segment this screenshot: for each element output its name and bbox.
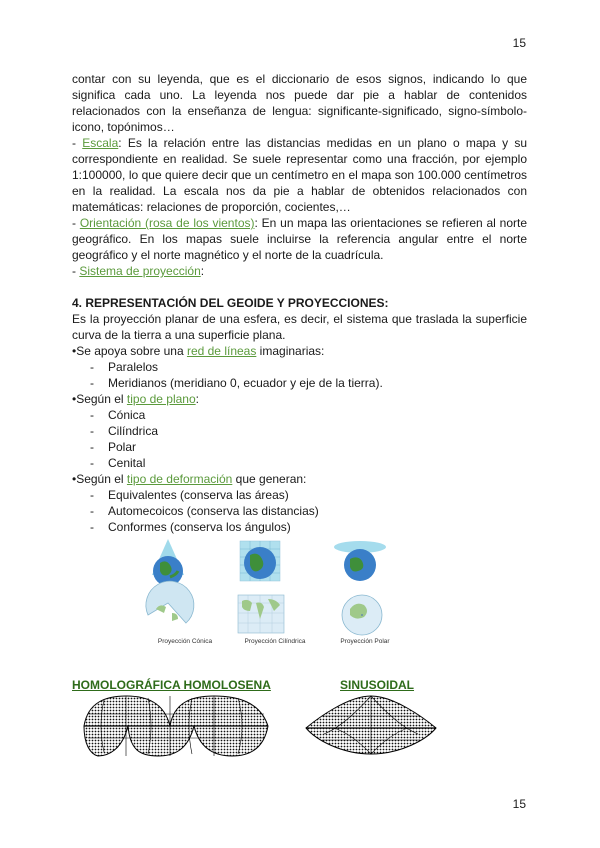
paragraph-escala: - Escala: Es la relación entre las distancias medidas en un plano o mapa y su correspondiente en realidad. Se suele representar como una fracción, por ejemplo 1:100000, lo que quiere decir que un centímetro en el mapa son 100.000 centímetros en la realidad. La escala nos da pie a hablar de obtenidos relacionados con matemáticas: relaciones de proporción, cocientes,… <box>72 136 527 214</box>
figure-caption: Proyección Cónica <box>157 638 213 645</box>
figure-caption: Proyección Cilíndrica <box>244 638 306 645</box>
section-heading: 4. REPRESENTACIÓN DEL GEOIDE Y PROYECCIONES: <box>72 296 389 310</box>
sinusoidal-map <box>304 694 438 756</box>
homolografica-map <box>82 694 272 758</box>
cylindrical-projection-illustration <box>230 537 320 637</box>
projection-figures <box>140 537 410 649</box>
page-content <box>72 71 527 535</box>
conic-projection-illustration <box>140 537 230 637</box>
list-item: - Meridianos (meridiano 0, ecuador y eje de la tierra). <box>90 375 527 391</box>
red-lineas-link[interactable]: red de líneas <box>186 344 257 358</box>
polar-projection-figure <box>320 537 410 649</box>
list-item: - Automecoicos (conserva las distancias) <box>90 503 527 519</box>
list-item: - Equivalentes (conserva las áreas) <box>90 487 527 503</box>
page-number-top: 15 <box>512 36 526 50</box>
cylindrical-projection-figure <box>230 537 320 649</box>
polar-projection-illustration <box>320 537 410 637</box>
orientacion-link[interactable]: Orientación (rosa de los vientos) <box>79 216 255 230</box>
figure-caption: Proyección Polar <box>340 638 390 645</box>
red-lineas-list <box>72 359 527 391</box>
paragraph-leyenda: contar con su leyenda, que es el diccionario de esos signos, indicando lo que significa cada uno. La leyenda nos puede dar pie a hablar de contenidos relacionados con la enseñanza de lengua: significante-significado, signo-símbolo-icono, topónimos… <box>72 72 527 134</box>
page-number-bottom: 15 <box>512 797 526 811</box>
list-item: - Paralelos <box>90 359 527 375</box>
tipo-plano-list <box>72 407 527 471</box>
tipo-plano-link[interactable]: tipo de plano <box>126 392 196 406</box>
escala-link[interactable]: Escala <box>82 136 119 150</box>
sistema-proyeccion-link[interactable]: Sistema de proyección <box>79 264 201 278</box>
bullet-red-lineas: •Se apoya sobre una red de líneas imaginarias: <box>72 344 325 358</box>
tipo-deformacion-link[interactable]: tipo de deformación <box>126 472 233 486</box>
tipo-deformacion-list <box>72 487 527 535</box>
paragraph-sistema: - Sistema de proyección: <box>72 264 205 278</box>
list-item: - Polar <box>90 439 527 455</box>
list-item: - Cenital <box>90 455 527 471</box>
list-item: - Cilíndrica <box>90 423 527 439</box>
list-item: - Cónica <box>90 407 527 423</box>
conic-projection-figure <box>140 537 230 649</box>
sinusoidal-title: SINUSOIDAL <box>340 678 415 692</box>
list-item: - Conformes (conserva los ángulos) <box>90 519 527 535</box>
homolografica-title: HOMOLOGRÁFICA HOMOLOSENA <box>72 678 271 692</box>
bullet-tipo-plano: •Según el tipo de plano: <box>72 392 199 406</box>
section-intro: Es la proyección planar de una esfera, es decir, el sistema que traslada la superficie curva de la tierra a una superficie plana. <box>72 312 527 342</box>
paragraph-orientacion: - Orientación (rosa de los vientos): En un mapa las orientaciones se refieren al norte geográfico. En los mapas suele incluirse la referencia angular entre el norte geográfico y el norte magnético y el norte de la cuadrícula. <box>72 216 527 262</box>
bullet-tipo-deformacion: •Según el tipo de deformación que generan: <box>72 472 307 486</box>
